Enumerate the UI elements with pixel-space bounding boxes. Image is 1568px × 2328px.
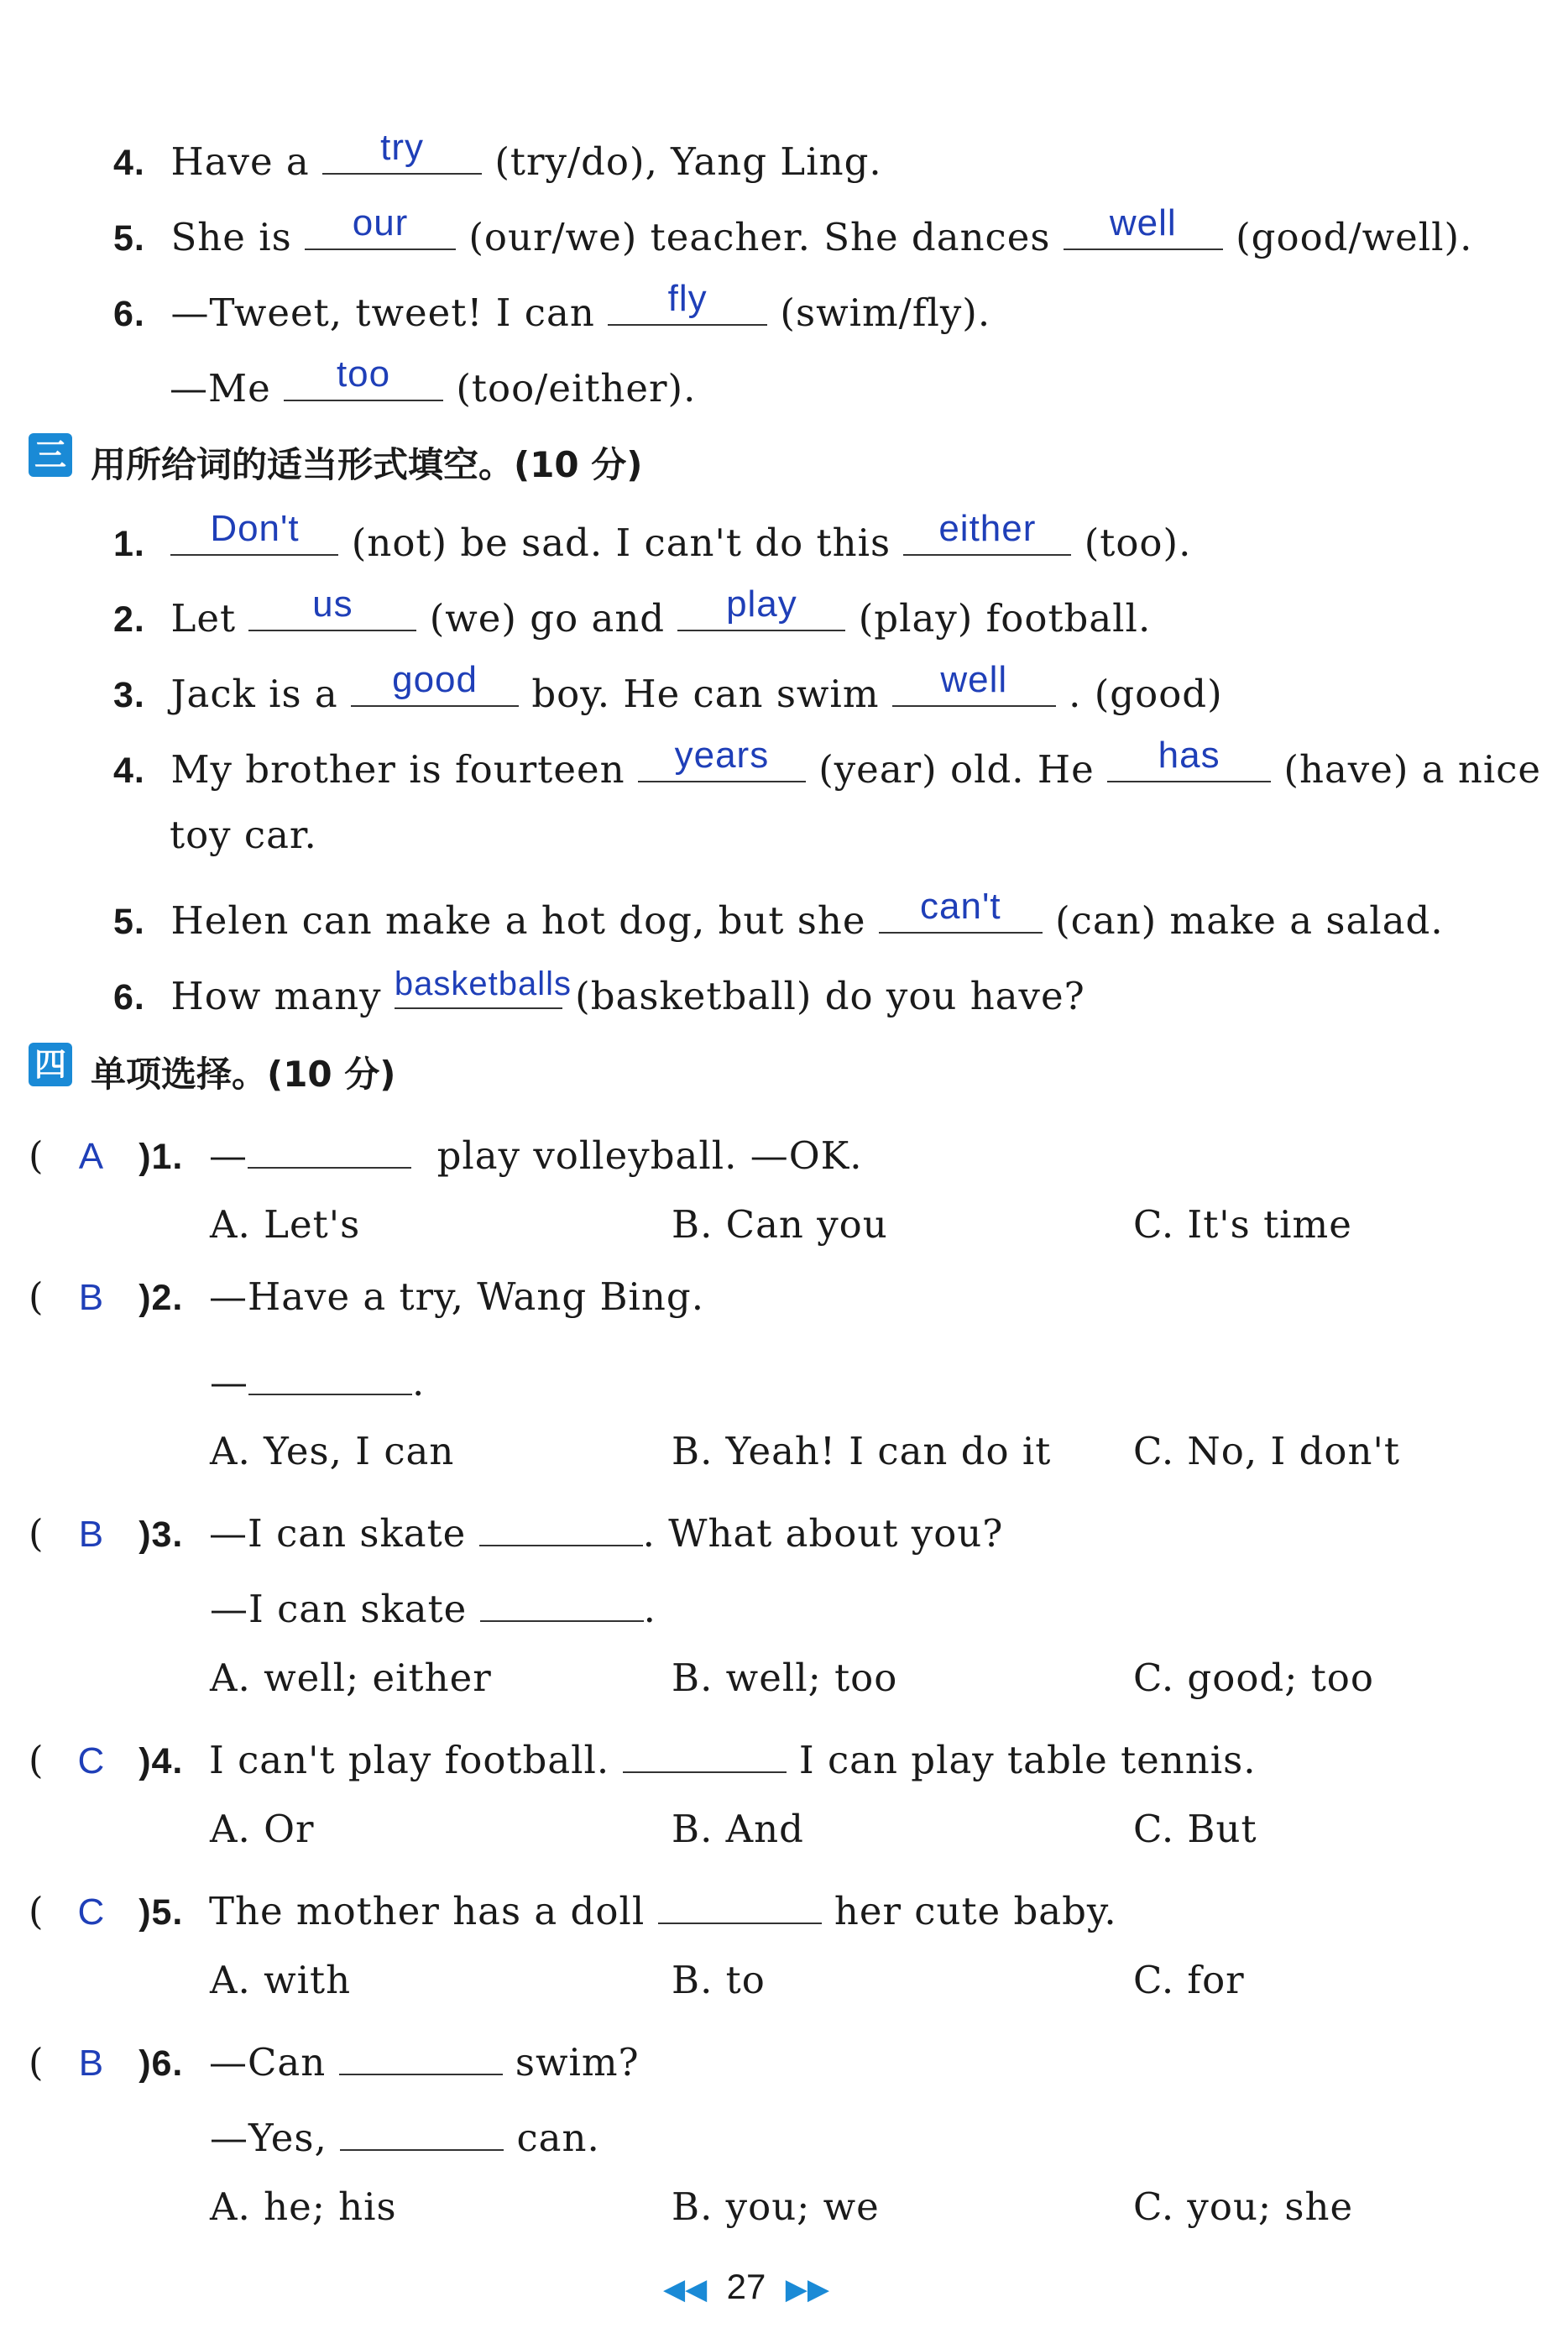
answer-blank: [623, 1731, 787, 1773]
mc-q4-option-a: A. Or: [210, 1807, 315, 1851]
mc-q6-option-b: B. you; we: [672, 2184, 880, 2229]
answer-blank: well: [892, 665, 1056, 707]
mc-q3-option-a: A. well; either: [210, 1656, 492, 1700]
choice-answer: B: [78, 1277, 105, 1318]
answer-blank: [480, 1580, 644, 1622]
s3-item-4-cont: toy car.: [170, 813, 317, 857]
s2-item-6: 6. —Tweet, tweet! I can fly (swim/fly).: [113, 278, 991, 335]
section-title-4: 单项选择。(10 分): [91, 1054, 396, 1095]
section-title-3: 用所给词的适当形式填空。(10 分): [91, 444, 643, 485]
s3-item-1: 1. Don't (not) be sad. I can't do this either (too).: [113, 508, 1192, 565]
section-badge-3: 三: [29, 433, 72, 477]
s3-item-4: 4. My brother is fourteen years (year) old. He has (have) a nice: [113, 735, 1542, 792]
mc-q2-option-c: C. No, I don't: [1133, 1429, 1400, 1473]
answer-blank: years: [638, 740, 806, 782]
answer-blank: fly: [608, 284, 767, 326]
answer-blank: play: [677, 589, 845, 631]
mc-q5-option-b: B. to: [672, 1958, 766, 2002]
mc-question-3: ( B )3. —I can skate . What about you?: [29, 1504, 1003, 1553]
mc-q6-option-a: A. he; his: [210, 2184, 397, 2229]
mc-q2-option-b: B. Yeah! I can do it: [672, 1429, 1052, 1473]
answer-blank: our: [305, 208, 456, 250]
s3-item-6: 6. How many basketballs (basketball) do you have?: [113, 965, 1085, 1018]
mc-q3-reply: —I can skate .: [210, 1580, 656, 1628]
prev-page-arrow-icon: ◀◀: [663, 2273, 708, 2305]
mc-question-2: ( B )2. —Have a try, Wang Bing.: [29, 1274, 705, 1319]
answer-blank: basketballs: [395, 967, 562, 1009]
answer-blank: us: [248, 589, 416, 631]
choice-answer: C: [77, 1740, 106, 1781]
choice-answer: C: [77, 1891, 106, 1933]
page-footer: [663, 2267, 829, 2307]
answer-blank: good: [351, 665, 519, 707]
mc-q5-option-a: A. with: [210, 1958, 352, 2002]
s2-item-4: 4. Have a try (try/do), Yang Ling.: [113, 127, 882, 184]
mc-question-4: ( C )4. I can't play football. I can play table tennis.: [29, 1731, 1257, 1780]
choice-answer: A: [78, 1136, 105, 1177]
answer-blank: [248, 1353, 412, 1395]
answer-blank: Don't: [170, 514, 338, 556]
answer-blank: can't: [879, 892, 1043, 934]
mc-question-1: ( A )1. — play volleyball. —OK.: [29, 1127, 863, 1175]
section-badge-4: 四: [29, 1043, 72, 1086]
answer-blank: [248, 1127, 411, 1169]
answer-blank: too: [284, 359, 443, 401]
answer-blank: either: [903, 514, 1071, 556]
answer-blank: [339, 2033, 503, 2075]
mc-q3-option-c: C. good; too: [1133, 1656, 1374, 1700]
mc-q6-option-c: C. you; she: [1133, 2184, 1354, 2229]
mc-q1-option-b: B. Can you: [672, 1202, 888, 1247]
answer-blank: has: [1107, 740, 1271, 782]
mc-question-6: ( B )6. —Can swim?: [29, 2033, 640, 2082]
s3-item-5: 5. Helen can make a hot dog, but she can't (can) make a salad.: [113, 886, 1444, 943]
mc-q2-option-a: A. Yes, I can: [210, 1429, 455, 1473]
answer-blank: [658, 1882, 822, 1924]
mc-q1-option-a: A. Let's: [210, 1202, 361, 1247]
mc-q5-option-c: C. for: [1133, 1958, 1245, 2002]
mc-q3-option-b: B. well; too: [672, 1656, 898, 1700]
answer-blank: try: [322, 133, 482, 175]
mc-q2-reply: — .: [210, 1353, 425, 1401]
mc-q4-option-b: B. And: [672, 1807, 804, 1851]
choice-answer: B: [78, 1514, 105, 1555]
answer-blank: well: [1064, 208, 1223, 250]
next-page-arrow-icon: ▶▶: [785, 2273, 829, 2305]
s2-item-5: 5. She is our (our/we) teacher. She dances well (good/well).: [113, 202, 1473, 259]
choice-answer: B: [78, 2043, 105, 2084]
mc-q4-option-c: C. But: [1133, 1807, 1257, 1851]
mc-q6-reply: —Yes, can.: [210, 2109, 600, 2157]
answer-blank: [340, 2109, 504, 2151]
s2-item-6-reply: —Me too (too/either).: [170, 353, 697, 411]
mc-question-5: ( C )5. The mother has a doll her cute baby.: [29, 1882, 1117, 1931]
s3-item-3: 3. Jack is a good boy. He can swim well . (good): [113, 659, 1223, 716]
s3-item-2: 2. Let us (we) go and play (play) football.: [113, 583, 1152, 641]
mc-q1-option-c: C. It's time: [1133, 1202, 1352, 1247]
page-number: 27: [726, 2267, 766, 2306]
answer-blank: [479, 1504, 643, 1546]
